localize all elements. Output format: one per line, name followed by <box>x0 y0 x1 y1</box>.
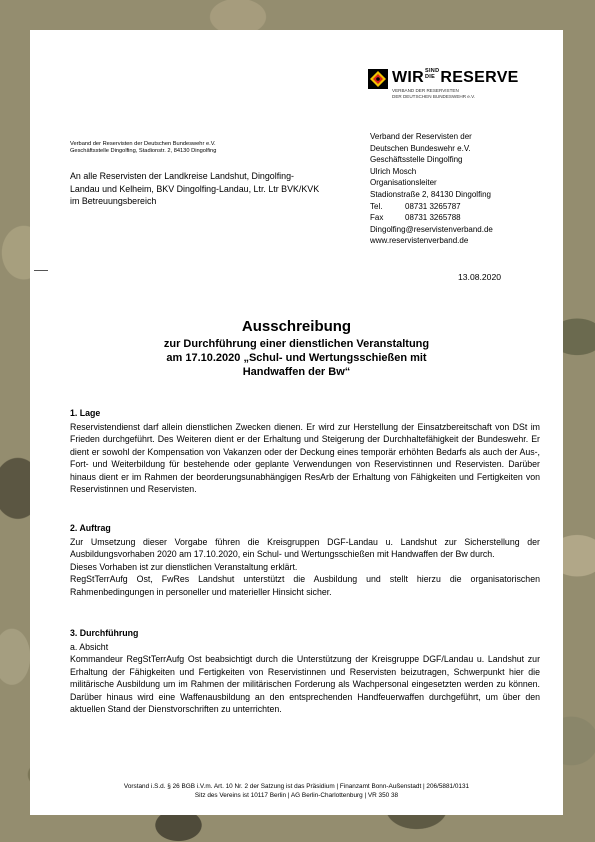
contact-block: Verband der Reservisten der Deutschen Bundeswehr e.V. Geschäftsstelle Dingolfing Ulrich Mosch Organisationsleiter Stadionstraße 2, 84130 Dingolfing Tel. 08731 3265787 Fax 08731 3265788 Dingolfing@reservistenverband.de www.reservistenverband.de <box>370 132 493 246</box>
contact-street: Stadionstraße 2, 84130 Dingolfing <box>370 189 491 199</box>
contact-name: Ulrich Mosch <box>370 166 417 176</box>
section-text: RegStTerrAufg Ost, FwRes Landshut unterstützt die Ausbildung und stellt hierzu die organisatorischen Rahmenbedingungen in personeller und materieller Hinsicht sicher. <box>70 574 540 597</box>
logo-brand-text: WIRSIND DIE RESERVE <box>392 68 519 86</box>
eagle-emblem-icon <box>368 69 388 89</box>
fold-mark <box>34 270 48 271</box>
section-heading: 3. Durchführung <box>70 628 139 638</box>
contact-role: Organisationsleiter <box>370 178 437 188</box>
contact-website: www.reservistenverband.de <box>370 236 469 246</box>
letter-footer: Vorstand i.S.d. § 26 BGB i.V.m. Art. 10 Nr. 2 der Satzung ist das Präsidium | Finanzamt Bonn-Außenstadt | 206/5881/0131 Sitz des Vereins ist 10117 Berlin | AG Berlin-Charlottenburg | VR 350 38 <box>123 783 470 799</box>
section-subheading: a. Absicht <box>70 641 109 652</box>
letter-date: 13.08.2020 <box>458 272 502 282</box>
contact-email: Dingolfing@reservistenverband.de <box>370 224 493 234</box>
section-durchfuehrung <box>70 627 540 716</box>
section-heading: 2. Auftrag <box>70 523 111 533</box>
logo-subline: VERBAND DER RESERVISTEN DER DEUTSCHEN BUNDESWEHR e.V. <box>392 88 476 99</box>
letter-page <box>30 30 563 815</box>
section-lage <box>70 407 540 496</box>
document-title: Ausschreibung <box>241 318 352 335</box>
contact-phone: Tel. 08731 3265787 <box>370 201 461 211</box>
section-text: Dieses Vorhaben ist zur dienstlichen Veranstaltung erklärt. <box>70 561 298 572</box>
section-auftrag <box>70 522 540 598</box>
section-text: Reservistendienst darf allein dienstlichen Zwecken dienen. Er wird zur Herstellung der Einsatzbereitschaft von DSt im Frieden durchgeführt. Des Weiteren dient er der Erhaltung und Steigerung der Durchhaltefähigkeit der Bundeswehr. Er dient er sowohl der Kompensation von Vakanzen oder der Deckung eines temporär erhöhten Bedarfs als auch der Aus-, Fort- und Weiterbildung für bestehende oder geplante Verwendungen von Reservistinnen und Reservisten. Darüber hinaus dient er im Rahmen der beorderungsunabhängigen ResArb der Erhaltung von Fähigkeiten und Fertigkeiten von Reservistinnen und Reservisten. <box>70 421 540 494</box>
sender-address-line: Verband der Reservisten der Deutschen Bundeswehr e.V. Geschäftsstelle Dingolfing, Stadionstr. 2, 84130 Dingolfing <box>70 141 217 154</box>
document-subtitle: zur Durchführung einer dienstlichen Veranstaltung am 17.10.2020 „Schul- und Wertungsschießen mit Handwaffen der Bw“ <box>163 338 430 378</box>
section-text: Zur Umsetzung dieser Vorgabe führen die Kreisgruppen DGF-Landau u. Landshut zur Sicherstellung der Ausbildungsvorhaben 2020 am 17.10.2020, ein Schul- und Wertungsschießen mit Handwaffen der Bw durch. <box>70 536 540 559</box>
contact-fax: Fax 08731 3265788 <box>370 213 461 223</box>
recipient-address: An alle Reservisten der Landkreise Landshut, Dingolfing-Landau und Kelheim, BKV Dingolfing-Landau, Ltr. Ltr BVK/KVK im Betreuungsbereich <box>70 171 320 206</box>
section-text: Kommandeur RegStTerrAufg Ost beabsichtigt durch die Unterstützung der Kreisgruppe DGF/Landau u. Landshut zur Erhaltung der Fähigkeiten und Fertigkeiten von Reservistinnen und Reservisten beizutragen, Schwerpunkt hier die militärische Ausbildung um im Rahmen der militärischen Forderung als Wachpersonal eingesetzten werden zu können. Darüber hinaus wird eine Waffenausbildung an den entsprechenden Handfeuerwaffen durchgeführt, um über den aktuellen Stand der Dienstvorschriften zu unterrichten. <box>70 654 540 714</box>
section-heading: 1. Lage <box>70 408 101 418</box>
reservistenverband-logo <box>368 69 523 113</box>
